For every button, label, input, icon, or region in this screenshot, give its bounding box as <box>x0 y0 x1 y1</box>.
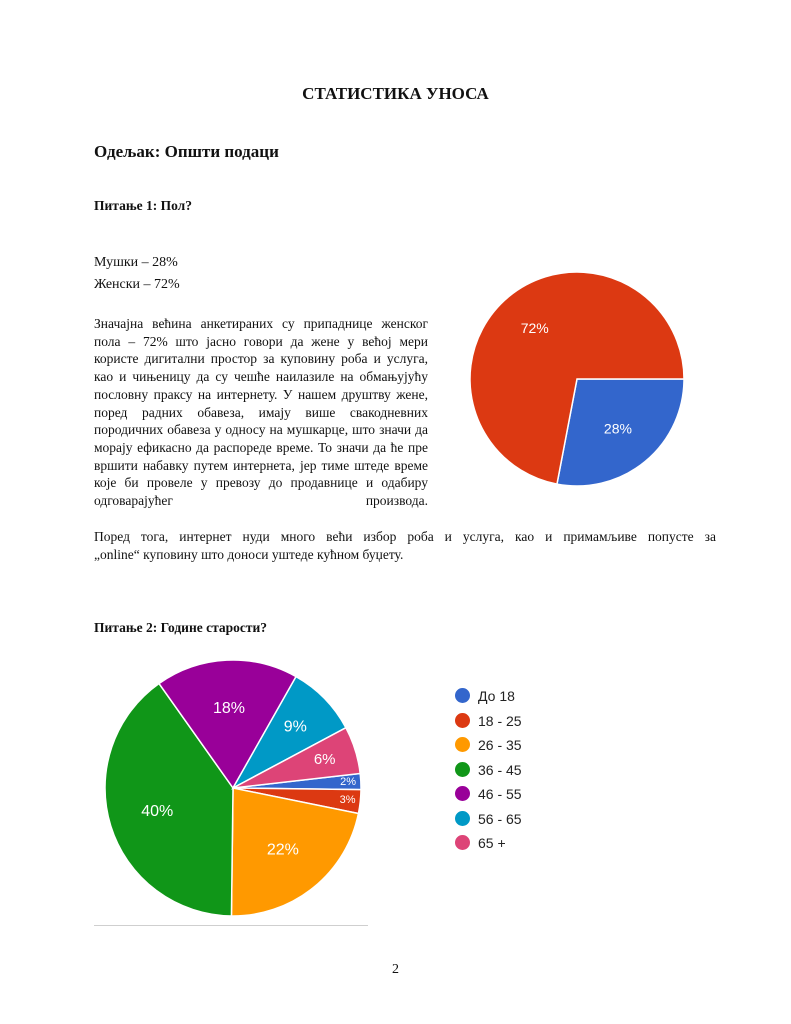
legend-swatch <box>455 688 470 703</box>
legend-item <box>455 833 522 858</box>
document-title: СТАТИСТИКА УНОСА <box>302 84 489 103</box>
legend-item <box>455 760 522 785</box>
stat-female: Женски – 72% <box>94 277 180 292</box>
question-1-title: Питање 1: Пол? <box>94 198 192 213</box>
legend-item <box>455 711 522 736</box>
legend-swatch <box>455 737 470 752</box>
paragraph-line-1: Поред тога, интернет нуди много већи избор роба и услуга, као и примамљиве попусте за <box>94 529 716 544</box>
paragraph-line-2: „online“ куповину што доноси уштеде кућном буџету. <box>94 547 404 562</box>
legend-item <box>455 686 522 711</box>
pie-label: 18% <box>212 700 246 718</box>
legend-label: 56 - 65 <box>478 810 522 827</box>
chart-divider <box>94 925 368 926</box>
pie-label: 72% <box>520 319 549 336</box>
pie-label: 3% <box>339 794 356 807</box>
pie-label: 40% <box>141 803 174 821</box>
legend-swatch <box>455 786 470 801</box>
age-chart-legend <box>455 686 522 858</box>
stat-male: Мушки – 28% <box>94 255 178 270</box>
legend-item <box>455 735 522 760</box>
legend-item <box>455 809 522 834</box>
legend-swatch <box>455 762 470 777</box>
legend-item <box>455 784 522 809</box>
pie-label: 22% <box>266 841 299 859</box>
legend-label: 26 - 35 <box>478 737 522 753</box>
gender-pie-chart <box>430 262 730 502</box>
legend-label: 65 + <box>478 835 506 851</box>
question-1-paragraph: Значајна већина анкетираних су припаднице женског пола – 72% што јасно говори да жене у већој мери користе дигитални простор за куповину роба и услуга, као и чињеницу да су чешће наилазиле на обмањујућу пословну праксу на интернету. У нашем друштву жене, поред радних обавеза, имају више свакодневних породичних обавеза у односу на мушкарце, што значи да морају ефикасно да распореде време. То значи да ће пре вршити набавку путем интернета, јер тиме штеде време које би провеле у превозу до продавнице и одабиру одговарајућег производа. <box>94 316 428 509</box>
age-pie-chart <box>90 650 380 925</box>
pie-label: 2% <box>340 776 357 789</box>
page-number: 2 <box>392 962 399 977</box>
legend-label: До 18 <box>478 688 515 704</box>
question-1-paragraph-continued <box>94 528 716 564</box>
pie-label: 9% <box>283 718 307 736</box>
pie-label: 6% <box>313 750 336 768</box>
question-2-title: Питање 2: Године старости? <box>94 620 268 635</box>
section-title: Одељак: Општи подаци <box>94 142 279 161</box>
legend-swatch <box>455 811 470 826</box>
legend-swatch <box>455 713 470 728</box>
legend-label: 18 - 25 <box>478 712 522 729</box>
legend-label: 46 - 55 <box>478 786 522 802</box>
pie-label: 28% <box>603 420 632 437</box>
legend-swatch <box>455 835 470 850</box>
legend-label: 36 - 45 <box>478 761 522 778</box>
